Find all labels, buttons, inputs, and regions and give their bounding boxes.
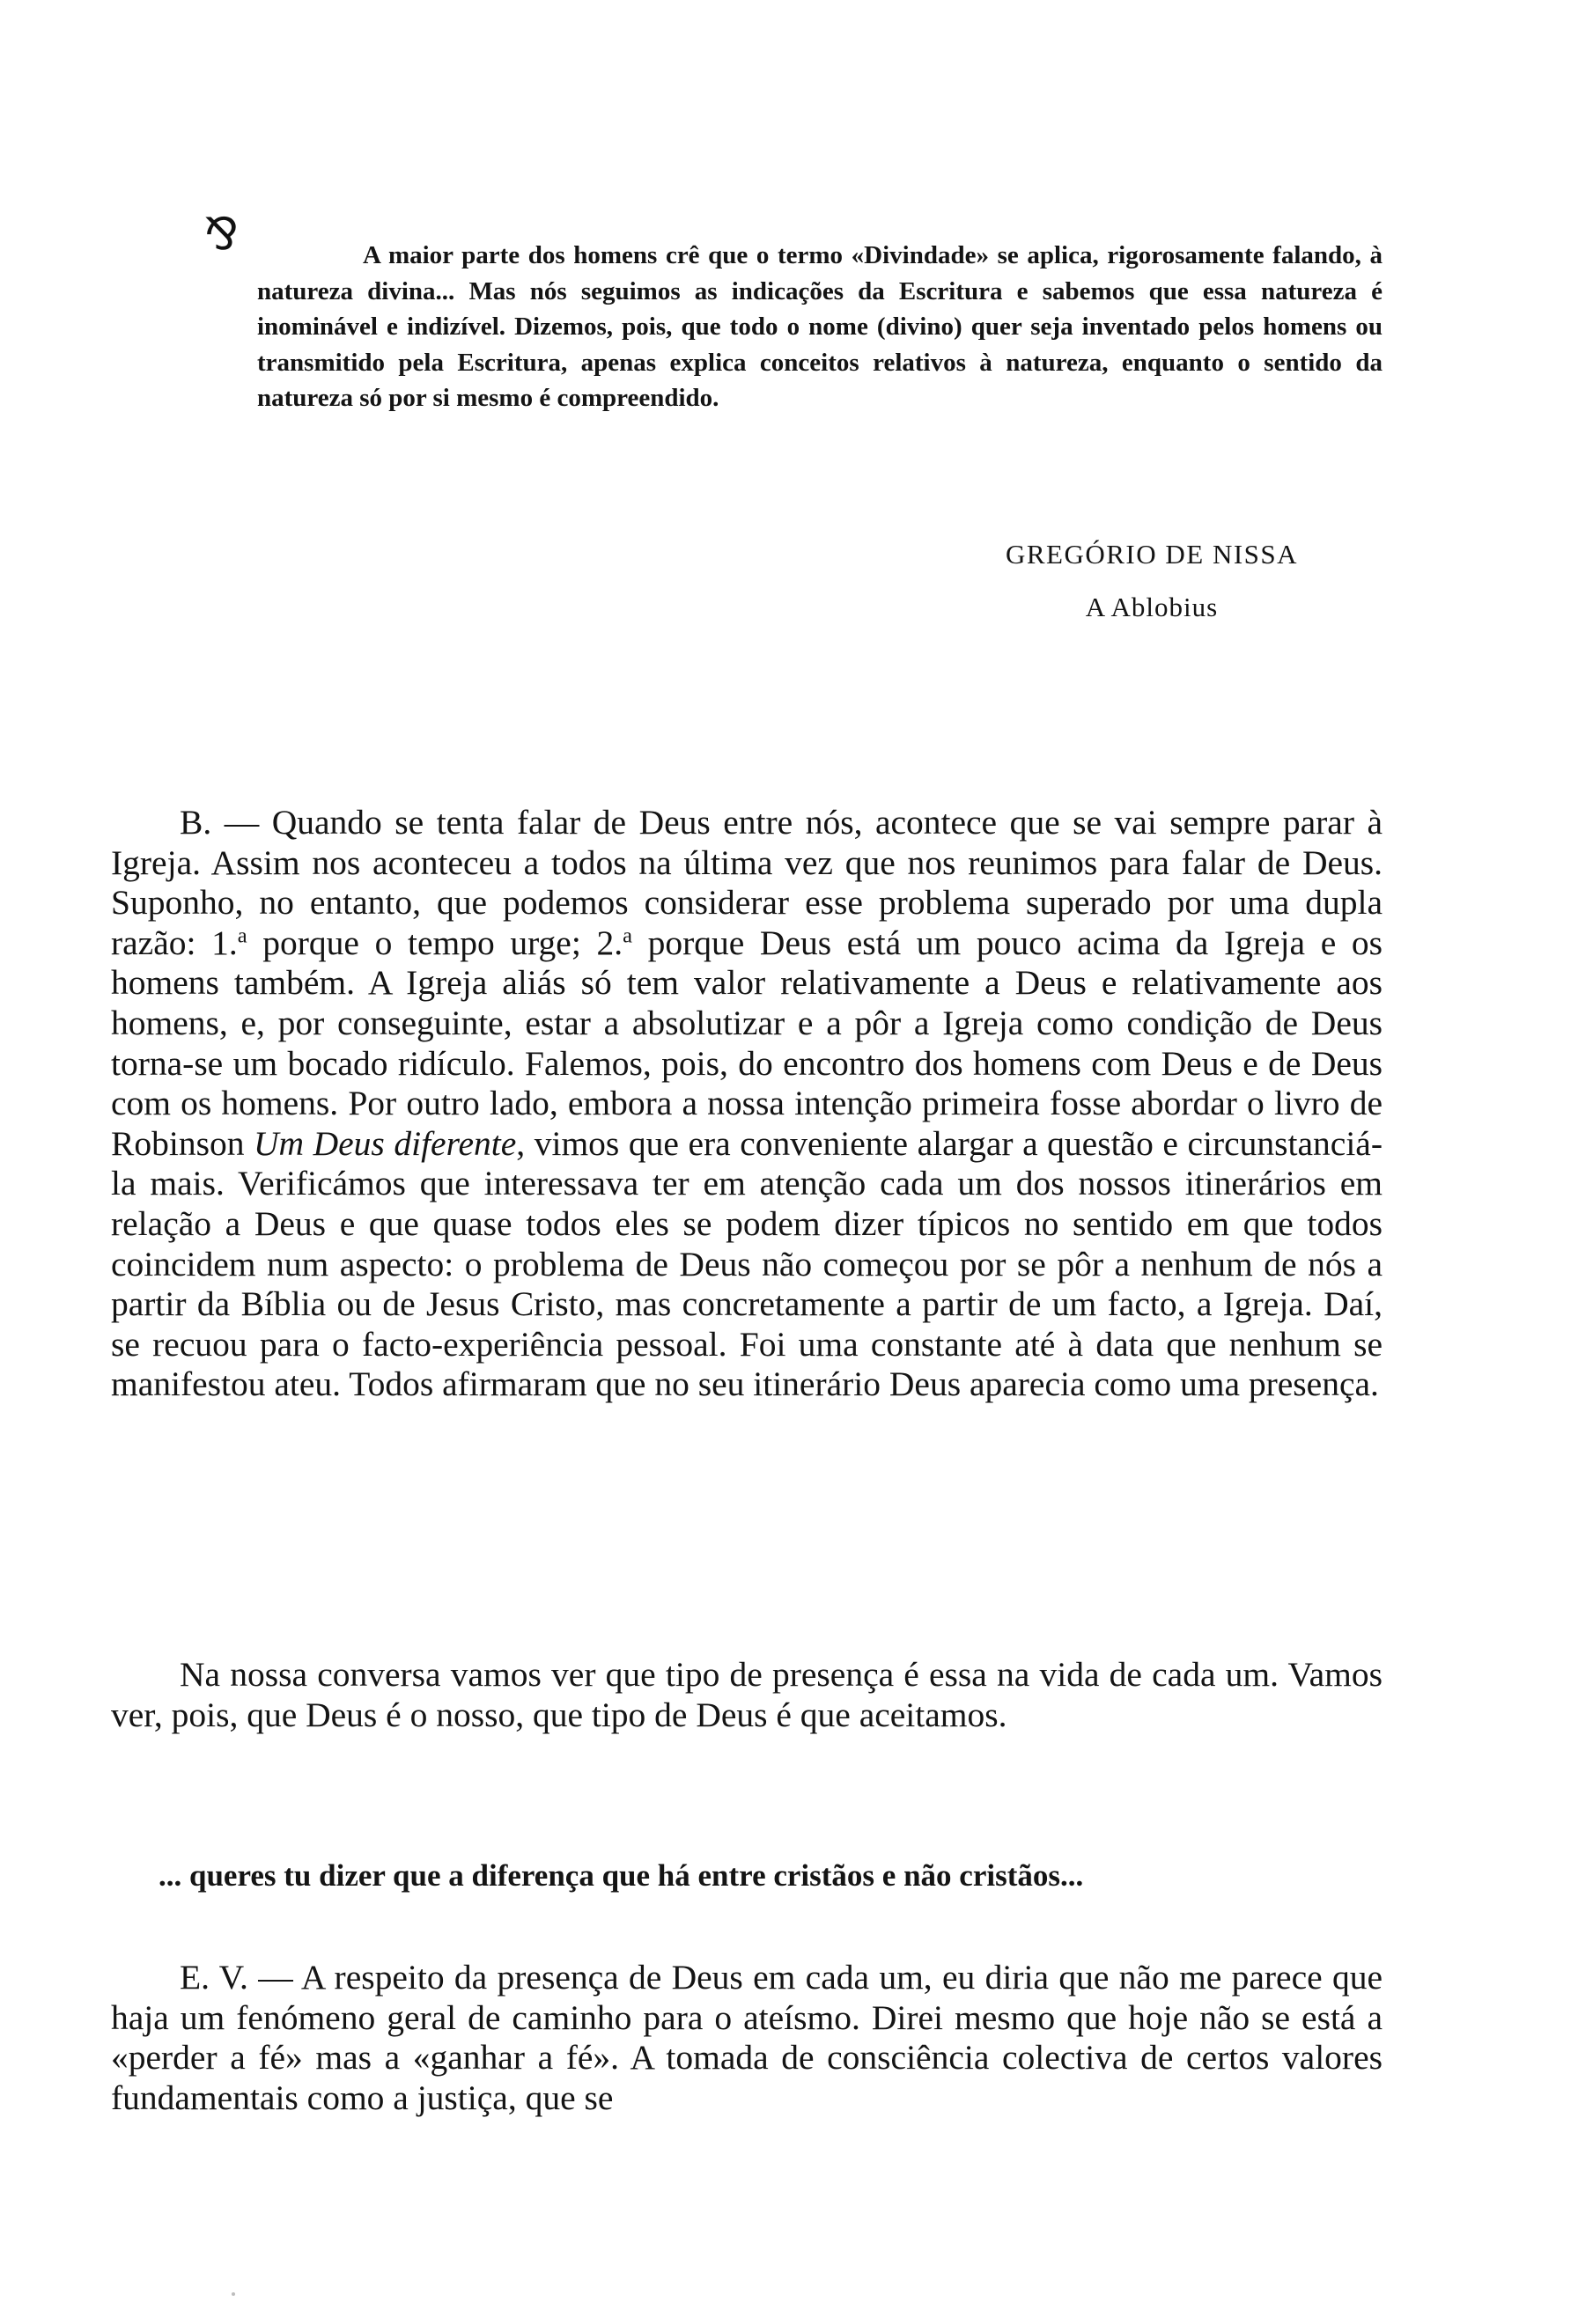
- book-title: Um Deus diferente: [254, 1123, 517, 1163]
- fleuron-ornament-icon: ⅋: [204, 209, 239, 260]
- paragraph-ev: [111, 1958, 1383, 2118]
- scan-speck: [232, 2292, 235, 2296]
- paragraph-continuation: Na nossa conversa vamos ver que tipo de presença é essa na vida de cada um. Vamos ver, pois, que Deus é o nosso, que tipo de Deus é que aceitamos.: [111, 1655, 1383, 1734]
- paragraph-text: porque o tempo urge; 2.: [247, 923, 623, 962]
- paragraph-text: — Quando se tenta falar de Deus entre nós, acontece que se vai sempre parar à Igreja. Assim nos aconteceu a todos na última vez que nos reunimos para falar de Deus. Suponho, no entanto, que podemos considerar esse problema superado por uma dupla razão: 1.: [111, 803, 1383, 962]
- ordinal-superscript: a: [237, 923, 247, 948]
- epigraph-text: A maior parte dos homens crê que o termo «Divindade» se aplica, rigorosamente falando, à natureza divina... Mas nós seguimos as indicações da Escritura e sabemos que essa natureza é inominável e indizível. Dizemos, pois, que todo o nome (divino) quer seja inventado pelos homens ou transmitido pela Escritura, apenas explica conceitos relativos à natureza, enquanto o sentido da natureza só por si mesmo é compreendido.: [257, 241, 1383, 412]
- paragraph-text: porque Deus está um pouco acima da Igreja e os homens também. A Igreja aliás só tem valor relativamente a Deus e relativamente aos homens, e, por conseguinte, estar a absolutizar e a pôr a Igreja como condição de Deus torna-se um bocado ridículo. Falemos, pois, do encontro dos homens com Deus e de Deus com os homens. Por outro lado, embora a nossa intenção primeira fosse abordar o livro de Robinson: [111, 923, 1383, 1163]
- ordinal-superscript: a: [623, 923, 632, 948]
- paragraph-text: , vimos que era conveniente alargar a questão e circunstanciá-la mais. Verificámos que interessava ter em atenção cada um dos nossos itinerários em relação a Deus e que quase todos eles se podem dizer típicos no sentido em que todos coincidem num aspecto: o problema de Deus não começou por se pôr a nenhum de nós a partir da Bíblia ou de Jesus Cristo, mas concretamente a partir de um facto, a Igreja. Daí, se recuou para o facto-experiência pessoal. Foi uma constante até à data que nenhum se manifestou ateu. Todos afirmaram que no seu itinerário Deus aparecia como uma presença.: [111, 1123, 1383, 1404]
- paragraph-text: — A respeito da presença de Deus em cada um, eu diria que não me parece que haja um fenómeno geral de caminho para o ateísmo. Direi mesmo que hoje não se está a «perder a fé» mas a «ganhar a fé». A tomada de consciência colectiva de certos valores fundamentais como a justiça, que se: [111, 1958, 1383, 2117]
- paragraph-b: [111, 803, 1383, 1405]
- epigraph-work: A Ablobius: [1085, 592, 1219, 622]
- epigraph-quote: [257, 238, 1383, 416]
- epigraph-attribution: [949, 528, 1319, 634]
- epigraph-author: GREGÓRIO DE NISSA: [1005, 539, 1299, 570]
- section-subheading: ... queres tu dizer que a diferença que há entre cristãos e não cristãos...: [159, 1858, 1084, 1893]
- speaker-initial: B.: [180, 803, 212, 842]
- speaker-initials: E. V.: [180, 1958, 248, 1997]
